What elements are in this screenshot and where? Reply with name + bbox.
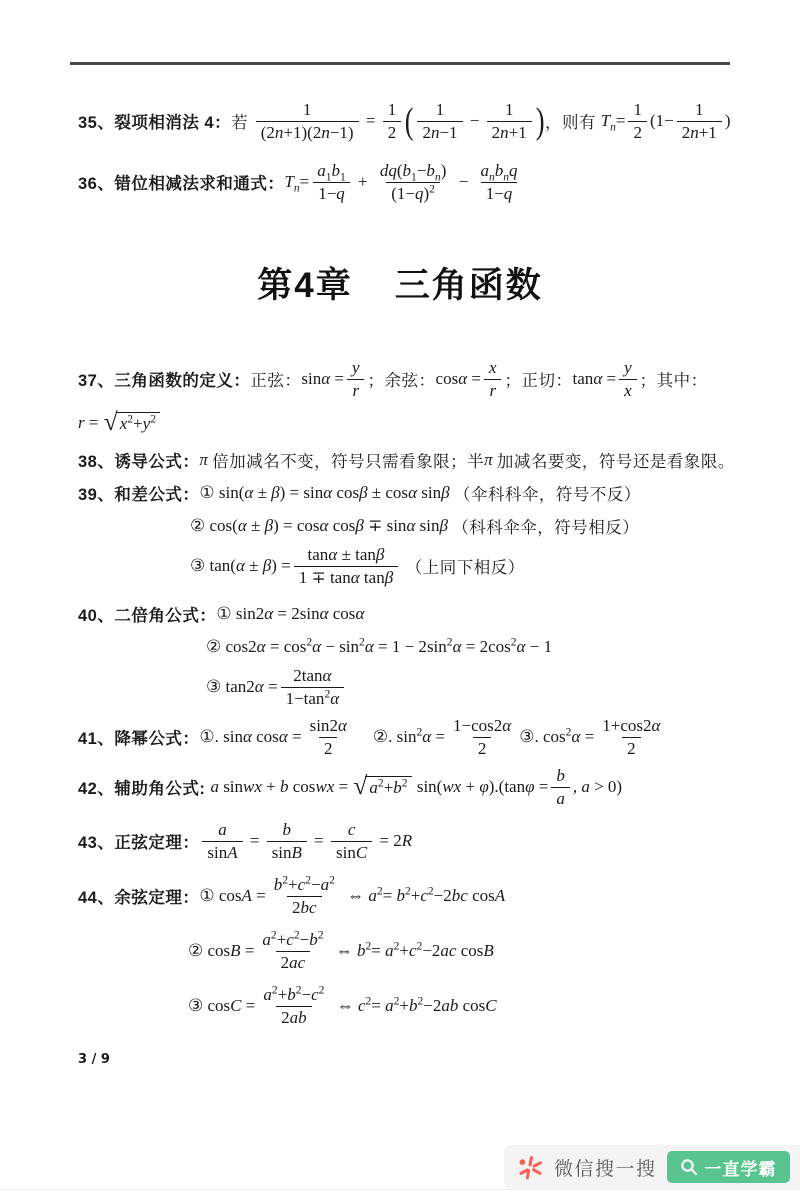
item-label: 40、二倍角公式： xyxy=(78,607,217,625)
math-run: 1 xyxy=(695,99,704,119)
fraction xyxy=(677,100,722,142)
denominator xyxy=(417,121,462,143)
math-run: a sinwx + b coswx = xyxy=(210,777,353,796)
text-run: ；正切： xyxy=(504,371,573,390)
numerator xyxy=(305,716,352,737)
math-run: = xyxy=(309,831,329,850)
numerator xyxy=(551,766,570,787)
numerator xyxy=(500,100,519,121)
math-run: 2ab xyxy=(281,1007,307,1027)
magnifier-icon xyxy=(680,1158,698,1176)
big-paren: ( xyxy=(404,100,414,142)
math-run: cosα = xyxy=(435,369,481,388)
item-42 xyxy=(78,762,764,812)
math-run: ② $\cos 2\alpha = \cos^2\alpha - \sin^2\alpha = 1 - 2\sin^2\alpha = 2\cos^2\alpha - 1$ xyxy=(206,635,553,656)
numerator xyxy=(303,545,390,566)
fraction xyxy=(281,666,345,708)
denominator xyxy=(256,121,359,143)
denominator xyxy=(276,951,311,973)
math-run: ②. $\sin^2\alpha$ = xyxy=(372,725,446,746)
math-run: $T_n=$ xyxy=(284,172,310,195)
math-run: $b^2+c^2-a^2$ xyxy=(273,873,335,894)
denominator xyxy=(386,182,440,204)
math-run: $a^2+b^2$ xyxy=(369,776,408,797)
divider xyxy=(70,62,730,65)
math-run: (1− xyxy=(649,111,674,130)
math-run: = 2R xyxy=(375,831,413,850)
math-run: ③. $\cos^2\alpha$ = xyxy=(519,725,595,746)
math-run: ③ cosC = xyxy=(188,996,256,1015)
math-run: 1 xyxy=(387,99,397,119)
math-run: tanα ± tanβ xyxy=(307,544,385,564)
math-run: ① cosA = xyxy=(199,886,266,905)
item-label: 36、错位相减法求和通式： xyxy=(78,175,285,193)
math-run: $a_1b_1$ xyxy=(317,160,346,184)
denominator xyxy=(628,121,647,143)
radical-sign: √ xyxy=(353,771,368,801)
denominator xyxy=(677,121,722,143)
fraction xyxy=(258,985,329,1027)
math-run: − xyxy=(465,111,484,130)
page-number: 3 / 9 xyxy=(78,1052,110,1067)
text-run: （科科伞伞，符号相反） xyxy=(452,518,640,537)
math-run: sinC xyxy=(336,842,368,862)
math-run: ①. sinα cosα = xyxy=(199,727,302,746)
math-run: $1-\tan^2\alpha$ xyxy=(285,686,340,708)
math-run: 2 xyxy=(633,122,642,142)
math-run: $a^2+c^2-b^2$ xyxy=(262,928,324,949)
math-run: r = xyxy=(78,413,103,432)
fraction xyxy=(628,100,647,142)
fraction xyxy=(257,930,328,972)
item-37-line-1 xyxy=(78,354,764,404)
math-run: 1 xyxy=(633,99,642,119)
numerator xyxy=(347,358,365,379)
item-39-line-2 xyxy=(78,513,764,539)
search-account-label: 一直学霸 xyxy=(704,1159,777,1179)
fraction xyxy=(267,820,307,862)
numerator xyxy=(375,161,452,182)
fraction xyxy=(312,161,351,203)
text-run: 正弦： xyxy=(250,371,302,390)
item-label: 43、正弦定理： xyxy=(78,834,200,852)
math-run: ① sin2α = 2sinα cosα xyxy=(216,604,365,623)
text-run: ；其中： xyxy=(639,371,708,390)
numerator xyxy=(597,716,665,737)
math-run: 1 xyxy=(435,99,445,119)
denominator xyxy=(473,737,492,759)
math-run: a xyxy=(556,788,565,808)
numerator xyxy=(312,161,351,182)
math-run: x xyxy=(488,357,497,377)
fraction xyxy=(597,716,665,758)
item-38 xyxy=(78,447,764,473)
denominator xyxy=(484,379,501,401)
item-label: 39、和差公式： xyxy=(78,486,200,504)
page-bottom-edge xyxy=(0,1189,800,1190)
item-37-line-2 xyxy=(78,404,764,442)
fraction xyxy=(375,161,452,203)
math-run: ⇔ $c^2= a^2+b^2-2ab$ cosC xyxy=(332,994,497,1015)
radical xyxy=(353,771,411,801)
numerator xyxy=(448,716,516,737)
math-run: = xyxy=(245,831,264,850)
math-run: 1 xyxy=(504,99,514,119)
math-run: 1+cos2α xyxy=(602,715,661,735)
fraction xyxy=(383,100,402,142)
math-run: 2bc xyxy=(292,897,317,917)
item-label: 42、辅助角公式: xyxy=(78,780,211,798)
text-run: ，则有 xyxy=(545,113,601,132)
denominator xyxy=(331,841,372,863)
denominator xyxy=(267,841,307,863)
fraction xyxy=(347,358,365,400)
math-run: π xyxy=(484,450,493,469)
item-label: 35、裂项相消法 4： xyxy=(78,114,232,132)
math-run: $a^2+b^2-c^2$ xyxy=(263,983,325,1004)
numerator xyxy=(484,358,502,379)
text-run: 加减名要变，符号还是看象限。 xyxy=(496,452,735,471)
fraction xyxy=(305,716,352,758)
math-run: sin2α xyxy=(309,715,347,735)
fraction xyxy=(487,100,532,142)
fraction xyxy=(269,875,340,917)
math-run: b xyxy=(556,765,565,785)
fraction xyxy=(256,100,359,142)
item-40-line-3 xyxy=(78,662,764,712)
math-run: − xyxy=(454,172,473,191)
search-account-button[interactable] xyxy=(667,1151,790,1183)
denominator xyxy=(619,379,637,401)
math-run: ③ tan2α = xyxy=(206,677,278,696)
denominator xyxy=(347,379,364,401)
item-40-line-2 xyxy=(78,634,764,660)
math-run: 2 xyxy=(627,738,636,758)
math-run: 1 xyxy=(302,99,312,119)
sequence-formulas-section xyxy=(0,96,800,207)
numerator xyxy=(431,100,450,121)
math-run: y xyxy=(351,357,360,377)
radicand xyxy=(365,776,411,798)
math-run: ) xyxy=(724,111,731,130)
math-run: $dq(b_1-b_n)$ xyxy=(379,160,447,184)
item-40-line-1 xyxy=(78,601,764,627)
fraction xyxy=(484,358,502,400)
math-run: sinA xyxy=(207,842,238,862)
numerator xyxy=(213,820,232,841)
denominator xyxy=(551,787,570,809)
denominator xyxy=(319,737,338,759)
text-run: （伞科科伞，符号不反） xyxy=(453,485,641,504)
math-run: sin(wx + φ).(tanφ = xyxy=(416,777,549,796)
math-run: π xyxy=(199,450,208,469)
math-run: c xyxy=(347,819,356,839)
math-run: $(1-q)^2$ xyxy=(391,181,435,203)
numerator xyxy=(475,161,522,182)
denominator xyxy=(276,1006,312,1028)
fraction xyxy=(475,161,522,203)
fraction xyxy=(294,545,398,587)
page xyxy=(0,62,800,1180)
denominator xyxy=(202,841,242,863)
denominator xyxy=(281,687,345,709)
item-44-line-3 xyxy=(78,981,764,1031)
big-paren: ) xyxy=(535,100,545,142)
math-run: sinα = xyxy=(301,369,344,388)
numerator xyxy=(288,666,336,687)
radical-sign: √ xyxy=(103,407,118,437)
math-run: (2n+1)(2n−1) xyxy=(260,122,354,142)
text-run: （上同下相反） xyxy=(401,558,525,577)
numerator xyxy=(269,875,340,896)
fraction xyxy=(619,358,637,400)
math-run: = xyxy=(361,111,380,130)
numerator xyxy=(383,100,402,121)
fraction xyxy=(417,100,462,142)
math-run: ③ tan(α ± β) = xyxy=(190,556,291,575)
math-run: ② cos(α ± β) = cosα cosβ ∓ sinα sinβ xyxy=(190,516,448,535)
item-label: 38、诱导公式： xyxy=(78,453,200,471)
math-run: x xyxy=(624,380,632,400)
denominator xyxy=(313,182,350,204)
denominator xyxy=(481,182,518,204)
numerator xyxy=(298,100,317,121)
math-run: 2 xyxy=(387,122,397,142)
item-label: 37、三角函数的定义： xyxy=(78,372,251,390)
math-run: ② cosB = xyxy=(188,941,255,960)
item-39-line-1 xyxy=(78,480,764,506)
item-43 xyxy=(78,816,764,866)
math-run: , a > 0) xyxy=(572,777,623,796)
chapter-heading xyxy=(0,265,800,307)
math-run: 1−q xyxy=(318,183,345,203)
text-run: 倍加减名不变，符号只需看象限；半 xyxy=(212,452,485,471)
math-run: a xyxy=(218,819,227,839)
math-run: $x^2+y^2$ xyxy=(119,412,156,433)
denominator xyxy=(294,566,398,588)
text-run: 若 xyxy=(231,113,253,132)
item-39-line-3 xyxy=(78,541,764,591)
numerator xyxy=(278,820,297,841)
radical xyxy=(103,407,160,437)
item-44-line-2 xyxy=(78,926,764,976)
math-run: r xyxy=(489,380,497,400)
math-run: $a_nb_nq$ xyxy=(480,160,518,184)
math-run: r xyxy=(352,380,360,400)
math-run: 2ac xyxy=(280,952,306,972)
fraction xyxy=(551,766,570,808)
math-run: 1−q xyxy=(485,183,513,203)
math-run: b xyxy=(282,819,292,839)
math-run: 2n−1 xyxy=(422,122,458,142)
wechat-search-watermark xyxy=(504,1145,800,1189)
math-run: sinB xyxy=(271,842,302,862)
denominator xyxy=(487,121,532,143)
trig-formulas-section xyxy=(0,354,800,1031)
fraction xyxy=(331,820,372,862)
item-label: 44、余弦定理： xyxy=(78,889,200,907)
item-44-line-1 xyxy=(78,871,764,921)
math-run: $T_n=$ xyxy=(600,111,626,134)
numerator xyxy=(628,100,647,121)
math-run: ① sin(α ± β) = sinα cosβ ± cosα sinβ xyxy=(199,483,450,502)
math-run: ⇔ $a^2= b^2+c^2-2bc$ cosA xyxy=(342,884,506,905)
text-run: ；余弦： xyxy=(367,371,436,390)
item-35 xyxy=(78,96,764,146)
math-run: 2 xyxy=(477,738,487,758)
item-label: 41、降幂公式： xyxy=(78,730,200,748)
chapter-number: 第4章 xyxy=(257,266,353,305)
fraction xyxy=(448,716,516,758)
math-run: y xyxy=(624,357,632,377)
math-run: 2tanα xyxy=(293,665,332,685)
radicand xyxy=(116,412,160,434)
math-run: 2n+1 xyxy=(491,122,527,142)
denominator xyxy=(383,121,402,143)
wechat-search-burst-icon xyxy=(517,1154,544,1181)
numerator xyxy=(258,985,329,1006)
numerator xyxy=(619,358,637,379)
fraction xyxy=(202,820,242,862)
denominator xyxy=(622,737,641,759)
math-run: tanα = xyxy=(572,369,617,388)
math-run: ⇔ $b^2= a^2+c^2-2ac$ cosB xyxy=(331,939,494,960)
math-run: 2n+1 xyxy=(681,122,717,142)
denominator xyxy=(287,896,322,918)
item-41 xyxy=(78,712,764,762)
watermark-brand-text: 微信搜一搜 xyxy=(554,1158,657,1180)
math-run: + xyxy=(353,172,372,191)
numerator xyxy=(690,100,709,121)
math-run: 1−cos2α xyxy=(453,715,512,735)
chapter-title: 三角函数 xyxy=(394,266,543,305)
numerator xyxy=(257,930,328,951)
numerator xyxy=(343,820,361,841)
item-36 xyxy=(78,157,764,207)
math-run: 1 ∓ tanα tanβ xyxy=(298,567,394,587)
math-run: 2 xyxy=(323,738,333,758)
